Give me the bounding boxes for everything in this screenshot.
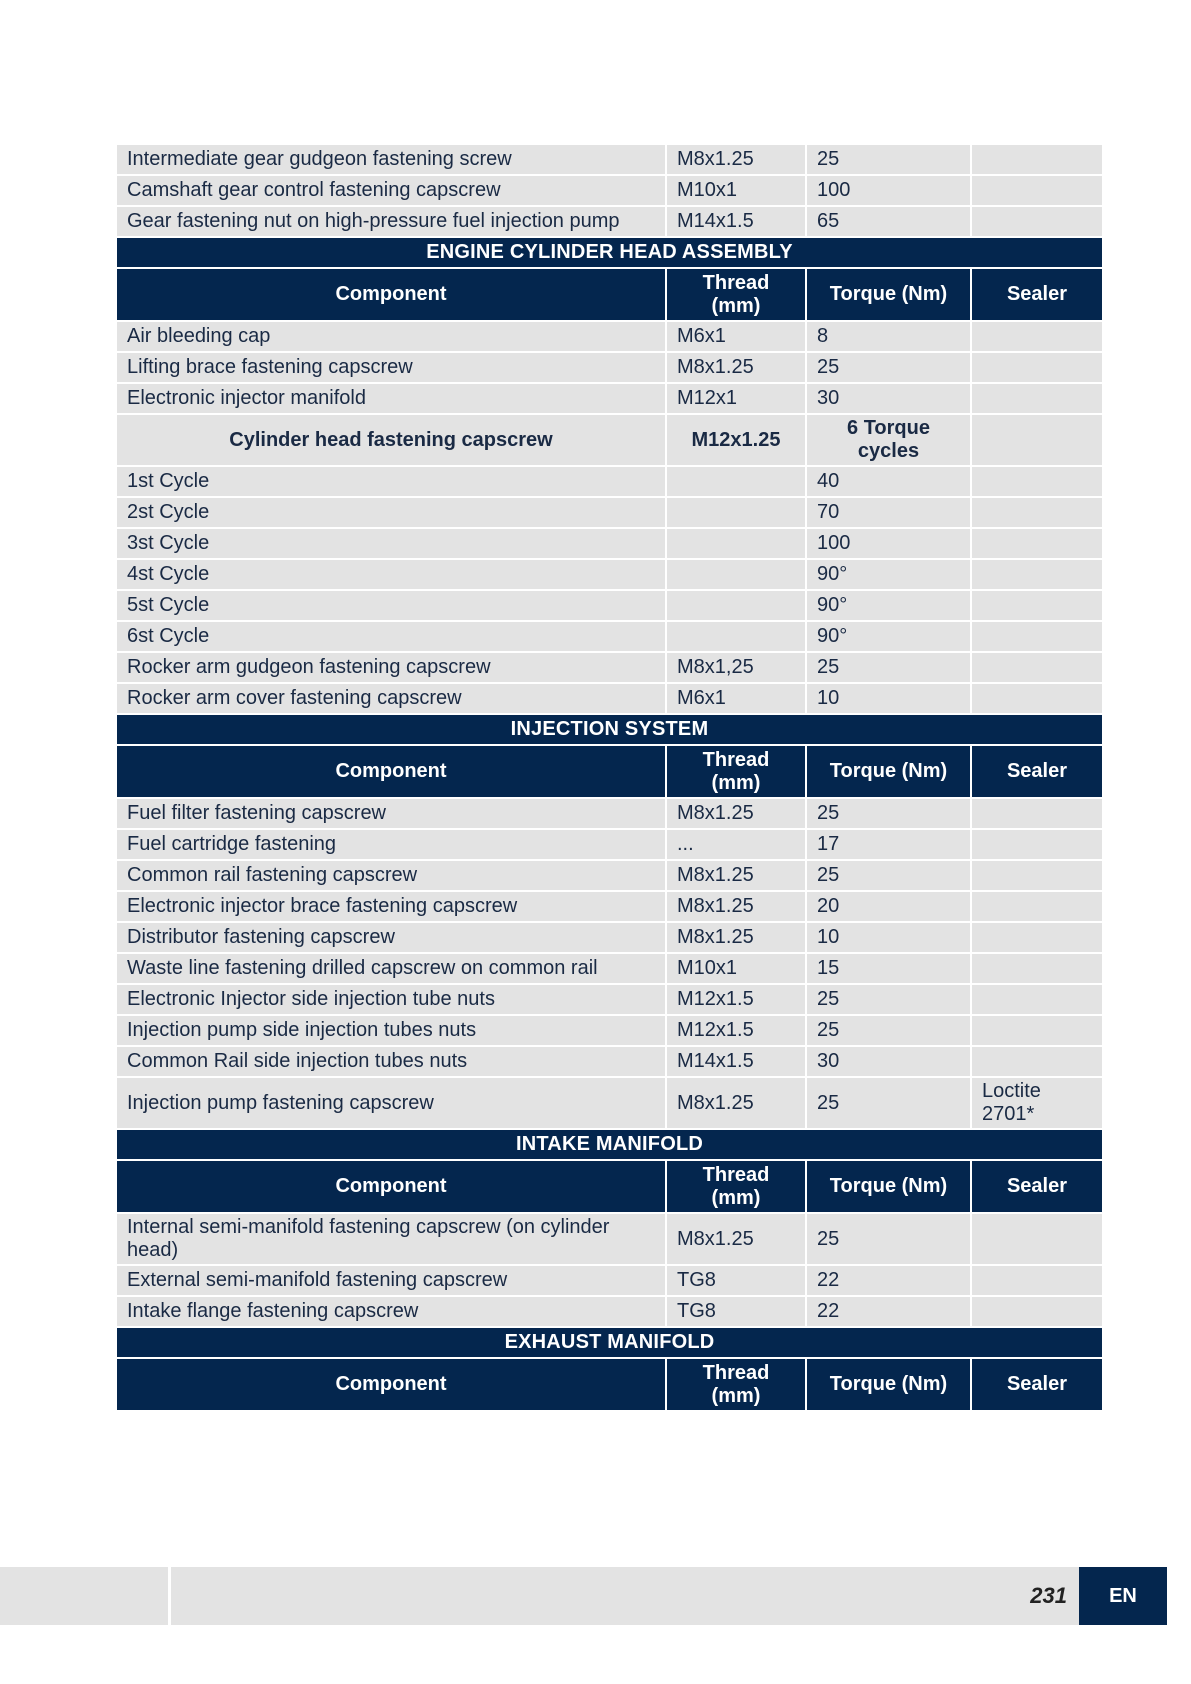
torque-cell: 65	[806, 206, 971, 237]
thread-cell: M8x1.25	[666, 352, 806, 383]
column-header-thread: Thread (mm)	[666, 1160, 806, 1213]
table-row	[116, 1296, 1103, 1327]
component-cell: Rocker arm cover fastening capscrew	[116, 683, 666, 714]
subheading-torque: 6 Torque cycles	[806, 414, 971, 466]
column-header-thread: Thread (mm)	[666, 268, 806, 321]
sealer-cell	[971, 891, 1103, 922]
table-row	[116, 352, 1103, 383]
table-row	[116, 798, 1103, 829]
torque-cell: 25	[806, 1077, 971, 1129]
thread-cell	[666, 466, 806, 497]
component-cell: Fuel cartridge fastening	[116, 829, 666, 860]
sealer-cell	[971, 590, 1103, 621]
page-number: 231	[1030, 1583, 1067, 1608]
table-row	[116, 497, 1103, 528]
torque-cell: 90°	[806, 559, 971, 590]
table-row	[116, 175, 1103, 206]
table-row	[116, 1213, 1103, 1265]
sealer-cell	[971, 206, 1103, 237]
component-cell: 3st Cycle	[116, 528, 666, 559]
sealer-cell	[971, 860, 1103, 891]
page-footer	[0, 1567, 1167, 1625]
table-row	[116, 922, 1103, 953]
section-header	[116, 237, 1103, 268]
table-row	[116, 466, 1103, 497]
section-header	[116, 714, 1103, 745]
component-cell: Common rail fastening capscrew	[116, 860, 666, 891]
column-header-row	[116, 745, 1103, 798]
table-row	[116, 829, 1103, 860]
torque-cell: 22	[806, 1296, 971, 1327]
component-cell: Air bleeding cap	[116, 321, 666, 352]
language-badge: EN	[1079, 1567, 1167, 1625]
table-row	[116, 683, 1103, 714]
torque-cell: 10	[806, 922, 971, 953]
thread-cell: M12x1.5	[666, 1015, 806, 1046]
torque-cell: 20	[806, 891, 971, 922]
section-title: INJECTION SYSTEM	[116, 714, 1103, 745]
component-cell: Gear fastening nut on high-pressure fuel injection pump	[116, 206, 666, 237]
thread-cell: TG8	[666, 1296, 806, 1327]
component-cell: External semi-manifold fastening capscrew	[116, 1265, 666, 1296]
column-header-sealer: Sealer	[971, 1358, 1103, 1411]
column-header-row	[116, 1160, 1103, 1213]
component-cell: Camshaft gear control fastening capscrew	[116, 175, 666, 206]
column-header-torque: Torque (Nm)	[806, 1358, 971, 1411]
component-cell: Fuel filter fastening capscrew	[116, 798, 666, 829]
sealer-cell	[971, 1296, 1103, 1327]
torque-cell: 25	[806, 984, 971, 1015]
component-cell: Electronic injector brace fastening capscrew	[116, 891, 666, 922]
component-cell: Distributor fastening capscrew	[116, 922, 666, 953]
thread-cell	[666, 559, 806, 590]
sealer-cell	[971, 652, 1103, 683]
torque-cell: 30	[806, 383, 971, 414]
table-row	[116, 383, 1103, 414]
sealer-cell	[971, 352, 1103, 383]
table-row	[116, 590, 1103, 621]
table-row	[116, 559, 1103, 590]
column-header-torque: Torque (Nm)	[806, 1160, 971, 1213]
column-header-torque: Torque (Nm)	[806, 745, 971, 798]
component-cell: 2st Cycle	[116, 497, 666, 528]
column-header-sealer: Sealer	[971, 268, 1103, 321]
component-cell: Injection pump side injection tubes nuts	[116, 1015, 666, 1046]
subheading-component: Cylinder head fastening capscrew	[116, 414, 666, 466]
torque-cell: 25	[806, 798, 971, 829]
table-row	[116, 1265, 1103, 1296]
subheading-thread: M12x1.25	[666, 414, 806, 466]
sealer-cell	[971, 1213, 1103, 1265]
table-row	[116, 984, 1103, 1015]
torque-cell: 25	[806, 352, 971, 383]
torque-cell: 90°	[806, 621, 971, 652]
component-cell: Injection pump fastening capscrew	[116, 1077, 666, 1129]
torque-cell: 100	[806, 528, 971, 559]
table-row	[116, 1015, 1103, 1046]
torque-table	[115, 143, 1104, 1412]
torque-cell: 70	[806, 497, 971, 528]
torque-cell: 25	[806, 652, 971, 683]
thread-cell: M8x1.25	[666, 891, 806, 922]
table-row	[116, 144, 1103, 175]
section-header	[116, 1327, 1103, 1358]
thread-cell: M8x1.25	[666, 922, 806, 953]
torque-cell: 25	[806, 1015, 971, 1046]
component-cell: 5st Cycle	[116, 590, 666, 621]
sealer-cell	[971, 321, 1103, 352]
component-cell: Internal semi-manifold fastening capscrew (on cylinder head)	[116, 1213, 666, 1265]
table-row	[116, 860, 1103, 891]
subheading-sealer	[971, 414, 1103, 466]
column-header-sealer: Sealer	[971, 745, 1103, 798]
table-row	[116, 1077, 1103, 1129]
thread-cell: M8x1.25	[666, 798, 806, 829]
sealer-cell	[971, 1265, 1103, 1296]
thread-cell: M8x1.25	[666, 860, 806, 891]
sealer-cell	[971, 953, 1103, 984]
thread-cell	[666, 621, 806, 652]
thread-cell: M10x1	[666, 953, 806, 984]
thread-cell: M14x1.5	[666, 206, 806, 237]
column-header-component: Component	[116, 745, 666, 798]
table-row	[116, 321, 1103, 352]
column-header-thread: Thread (mm)	[666, 1358, 806, 1411]
table-row	[116, 621, 1103, 652]
torque-cell: 90°	[806, 590, 971, 621]
sealer-cell	[971, 466, 1103, 497]
sealer-cell	[971, 683, 1103, 714]
thread-cell: M8x1.25	[666, 1213, 806, 1265]
column-header-thread: Thread (mm)	[666, 745, 806, 798]
subheading-row	[116, 414, 1103, 466]
table-row	[116, 1046, 1103, 1077]
table-row	[116, 528, 1103, 559]
thread-cell	[666, 497, 806, 528]
thread-cell: M12x1	[666, 383, 806, 414]
torque-cell: 8	[806, 321, 971, 352]
component-cell: 6st Cycle	[116, 621, 666, 652]
sealer-cell	[971, 497, 1103, 528]
section-title: EXHAUST MANIFOLD	[116, 1327, 1103, 1358]
torque-cell: 22	[806, 1265, 971, 1296]
sealer-cell	[971, 559, 1103, 590]
thread-cell: M6x1	[666, 321, 806, 352]
torque-cell: 25	[806, 860, 971, 891]
column-header-sealer: Sealer	[971, 1160, 1103, 1213]
thread-cell: M8x1.25	[666, 144, 806, 175]
thread-cell: M12x1.5	[666, 984, 806, 1015]
thread-cell: M14x1.5	[666, 1046, 806, 1077]
component-cell: Intermediate gear gudgeon fastening screw	[116, 144, 666, 175]
table-row	[116, 652, 1103, 683]
torque-cell: 40	[806, 466, 971, 497]
sealer-cell	[971, 144, 1103, 175]
thread-cell: M6x1	[666, 683, 806, 714]
sealer-cell	[971, 621, 1103, 652]
thread-cell: M10x1	[666, 175, 806, 206]
component-cell: Rocker arm gudgeon fastening capscrew	[116, 652, 666, 683]
sealer-cell	[971, 528, 1103, 559]
table-row	[116, 953, 1103, 984]
component-cell: 4st Cycle	[116, 559, 666, 590]
component-cell: Electronic injector manifold	[116, 383, 666, 414]
component-cell: Electronic Injector side injection tube nuts	[116, 984, 666, 1015]
section-header	[116, 1129, 1103, 1160]
sealer-cell	[971, 1015, 1103, 1046]
column-header-component: Component	[116, 1160, 666, 1213]
torque-cell: 30	[806, 1046, 971, 1077]
table-row	[116, 891, 1103, 922]
torque-cell: 15	[806, 953, 971, 984]
sealer-cell	[971, 829, 1103, 860]
table-row	[116, 206, 1103, 237]
column-header-component: Component	[116, 268, 666, 321]
torque-cell: 100	[806, 175, 971, 206]
thread-cell: M8x1,25	[666, 652, 806, 683]
thread-cell: ...	[666, 829, 806, 860]
component-cell: Lifting brace fastening capscrew	[116, 352, 666, 383]
component-cell: 1st Cycle	[116, 466, 666, 497]
column-header-row	[116, 1358, 1103, 1411]
sealer-cell	[971, 383, 1103, 414]
sealer-cell	[971, 1046, 1103, 1077]
sealer-cell	[971, 984, 1103, 1015]
section-title: ENGINE CYLINDER HEAD ASSEMBLY	[116, 237, 1103, 268]
thread-cell: M8x1.25	[666, 1077, 806, 1129]
column-header-torque: Torque (Nm)	[806, 268, 971, 321]
thread-cell	[666, 528, 806, 559]
sealer-cell: Loctite 2701*	[971, 1077, 1103, 1129]
section-title: INTAKE MANIFOLD	[116, 1129, 1103, 1160]
torque-cell: 10	[806, 683, 971, 714]
sealer-cell	[971, 922, 1103, 953]
torque-cell: 17	[806, 829, 971, 860]
sealer-cell	[971, 175, 1103, 206]
footer-divider	[168, 1567, 171, 1625]
column-header-component: Component	[116, 1358, 666, 1411]
sealer-cell	[971, 798, 1103, 829]
thread-cell	[666, 590, 806, 621]
component-cell: Waste line fastening drilled capscrew on common rail	[116, 953, 666, 984]
component-cell: Intake flange fastening capscrew	[116, 1296, 666, 1327]
column-header-row	[116, 268, 1103, 321]
torque-cell: 25	[806, 144, 971, 175]
torque-cell: 25	[806, 1213, 971, 1265]
component-cell: Common Rail side injection tubes nuts	[116, 1046, 666, 1077]
thread-cell: TG8	[666, 1265, 806, 1296]
